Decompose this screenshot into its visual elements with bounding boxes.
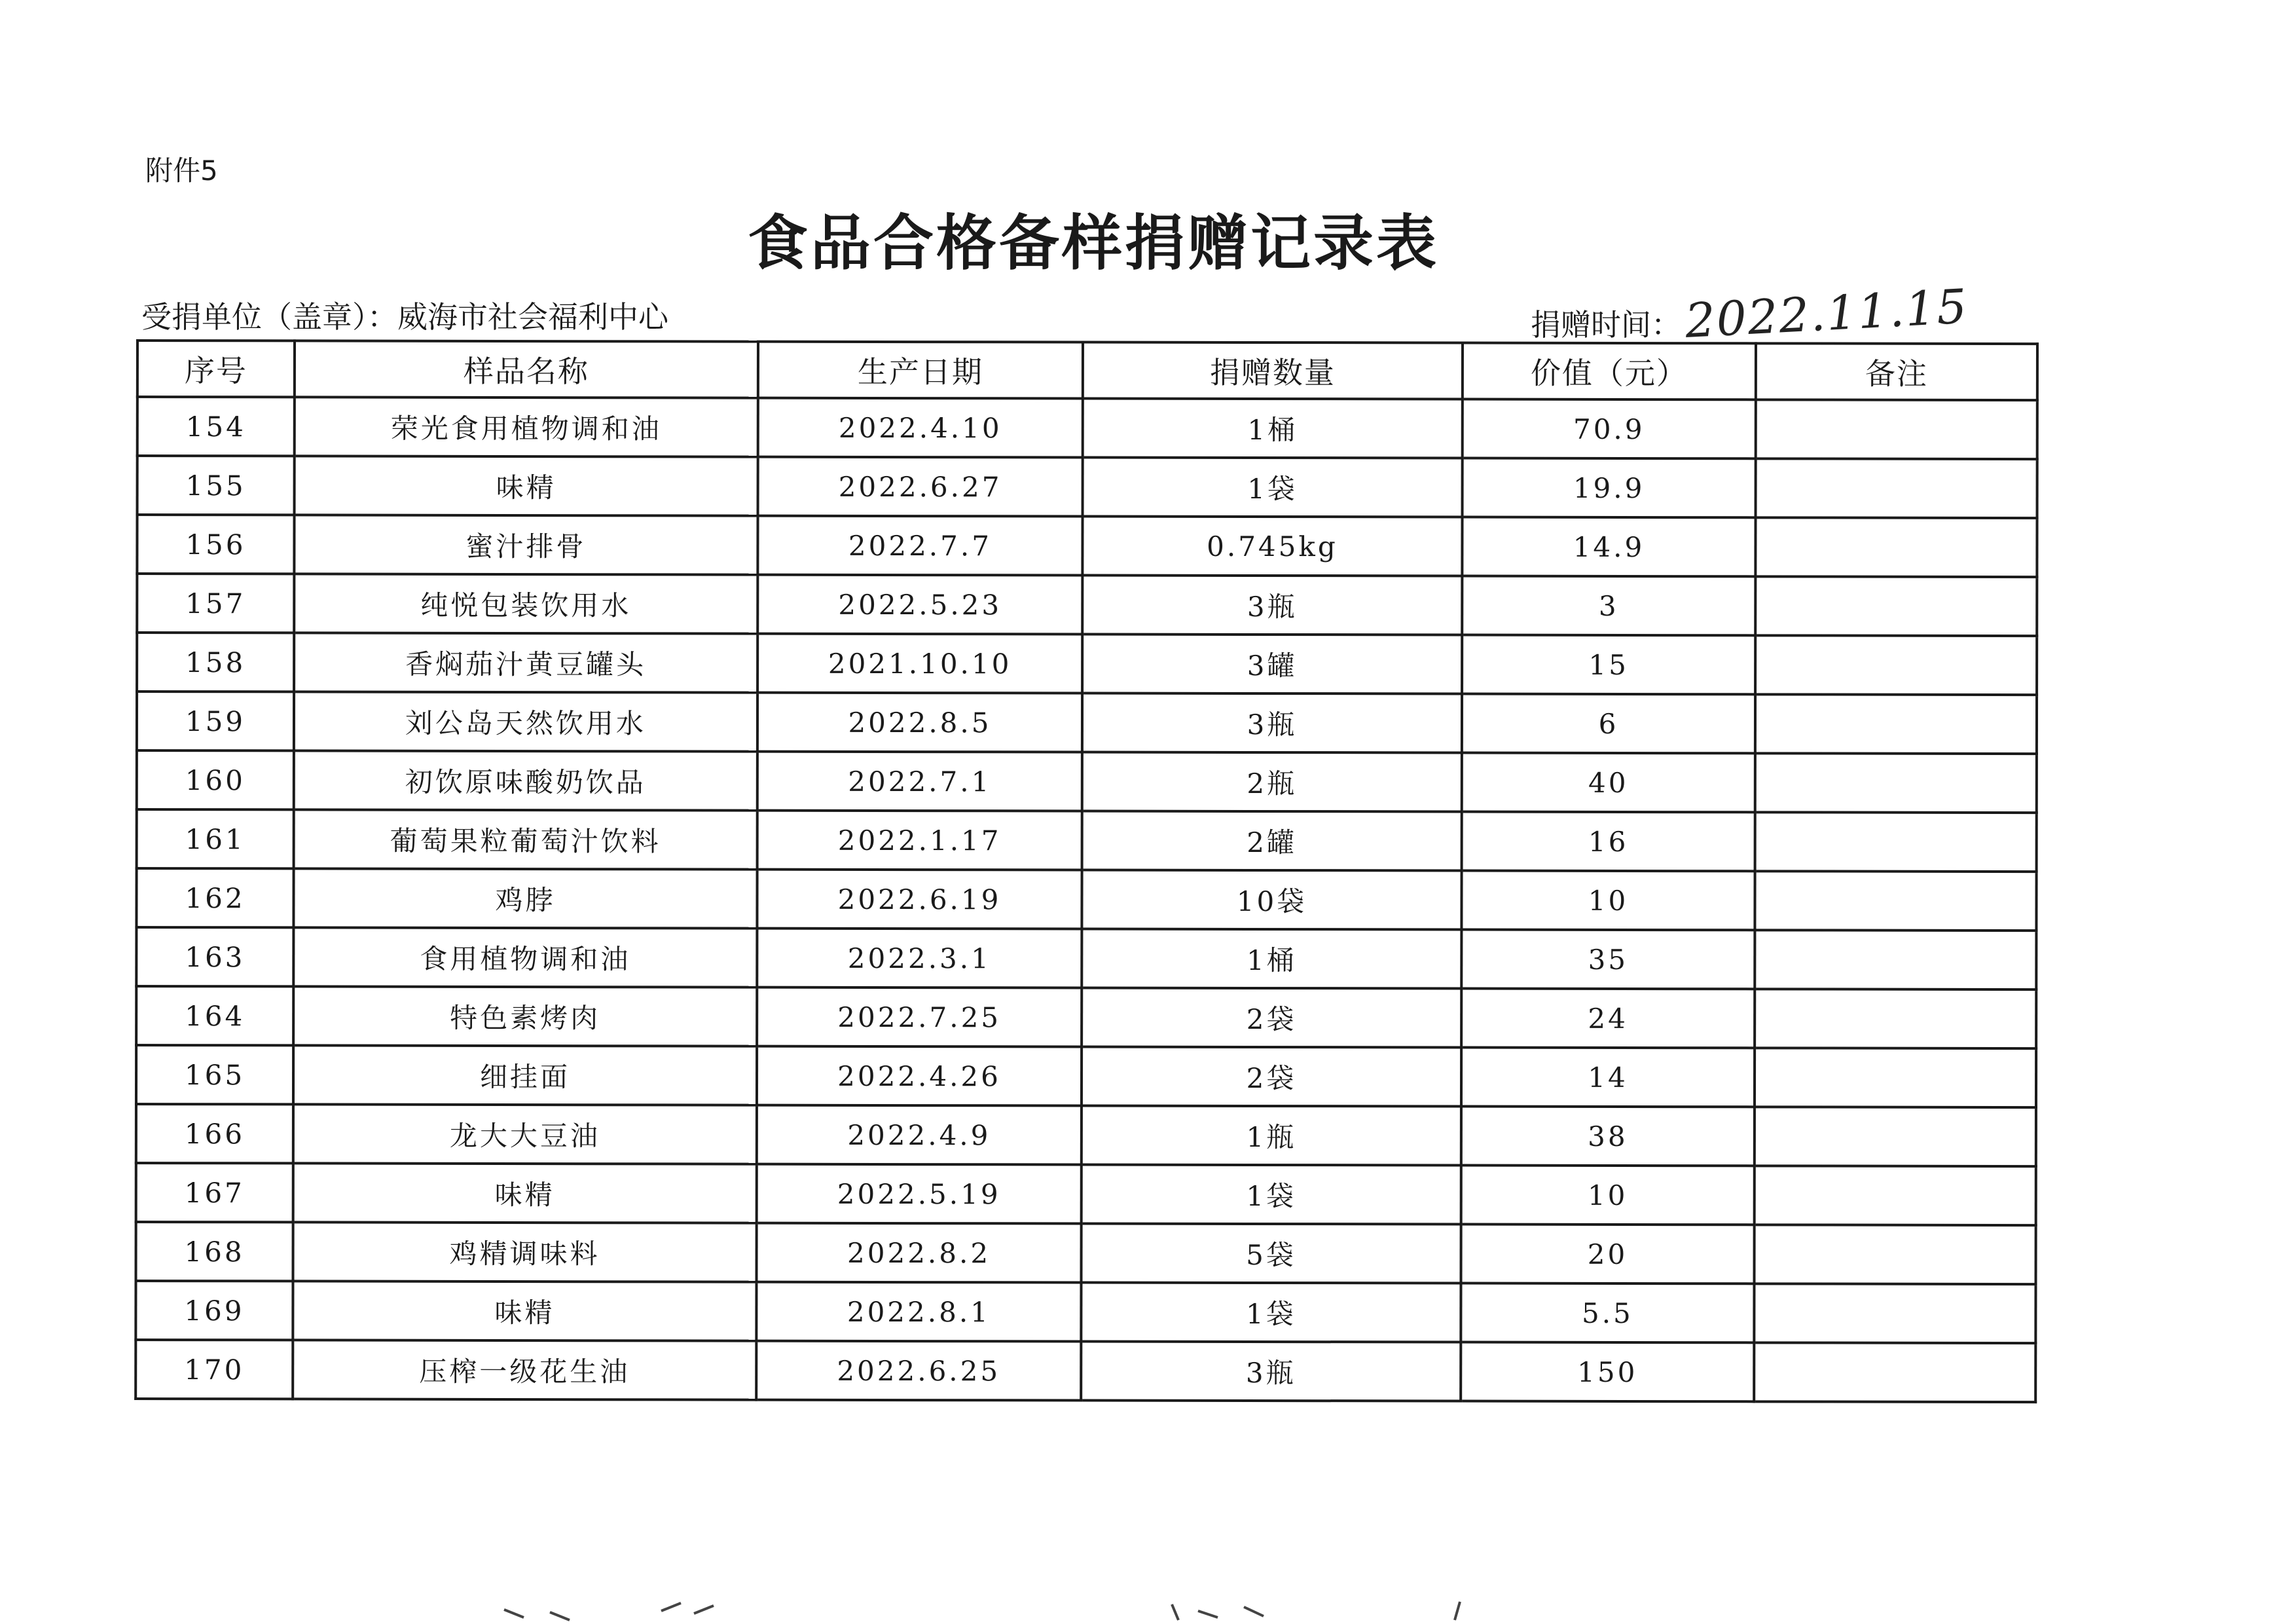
cell-quantity: 2瓶 (1082, 752, 1462, 812)
cell-value: 10 (1461, 1166, 1755, 1225)
cell-no: 169 (136, 1281, 293, 1340)
cell-name: 鸡精调味料 (293, 1222, 756, 1282)
cell-value: 38 (1461, 1107, 1755, 1166)
cell-production-date: 2022.4.26 (757, 1046, 1082, 1106)
table-row (137, 809, 2037, 872)
cell-production-date: 2022.8.1 (756, 1282, 1081, 1342)
table-row (136, 1340, 2035, 1402)
scan-artifacts (0, 1598, 2296, 1624)
cell-quantity: 2罐 (1082, 811, 1462, 871)
cell-quantity: 1瓶 (1082, 1106, 1461, 1166)
document-title: 食品合格备样捐赠记录表 (747, 208, 1439, 278)
cell-no: 155 (137, 456, 295, 515)
header-name: 样品名称 (295, 341, 758, 397)
cell-name: 味精 (293, 1281, 756, 1340)
cell-remarks (1755, 753, 2037, 813)
cell-production-date: 2022.7.1 (757, 752, 1082, 811)
table-row (136, 1045, 2036, 1107)
cell-name: 纯悦包装饮用水 (294, 574, 757, 633)
table-row (136, 868, 2036, 931)
cell-value: 15 (1462, 635, 1755, 695)
cell-no: 154 (137, 397, 295, 456)
cell-quantity: 1袋 (1082, 1165, 1461, 1225)
cell-quantity: 3瓶 (1081, 1342, 1461, 1401)
cell-remarks (1756, 399, 2037, 459)
cell-production-date: 2022.5.23 (757, 575, 1082, 635)
cell-name: 味精 (295, 456, 758, 515)
table-row (136, 1222, 2035, 1284)
cell-remarks (1756, 458, 2037, 518)
cell-name: 鸡脖 (293, 868, 757, 928)
cell-remarks (1755, 871, 2036, 931)
cell-production-date: 2021.10.10 (757, 634, 1082, 693)
cell-production-date: 2022.4.10 (758, 398, 1083, 458)
cell-name: 蜜汁排骨 (294, 515, 757, 574)
cell-production-date: 2022.5.19 (757, 1164, 1082, 1224)
cell-name: 葡萄果粒葡萄汁饮料 (294, 809, 757, 869)
cell-value: 16 (1462, 812, 1755, 872)
cell-production-date: 2022.7.25 (757, 987, 1082, 1047)
table-row (136, 1163, 2036, 1225)
table-row (136, 986, 2036, 1048)
cell-value: 6 (1462, 694, 1755, 754)
cell-no: 170 (136, 1340, 293, 1399)
table-row (136, 927, 2036, 989)
table-row (137, 574, 2037, 636)
cell-no: 168 (136, 1222, 293, 1281)
cell-production-date: 2022.6.25 (756, 1341, 1081, 1401)
cell-value: 5.5 (1461, 1283, 1754, 1343)
table-header-row (137, 341, 2037, 400)
cell-quantity: 1桶 (1082, 929, 1461, 989)
cell-remarks (1754, 1225, 2035, 1284)
table-body (136, 397, 2037, 1402)
cell-value: 40 (1462, 753, 1755, 813)
cell-quantity: 1袋 (1083, 458, 1463, 517)
cell-no: 167 (136, 1163, 293, 1222)
cell-name: 香焖茄汁黄豆罐头 (294, 633, 757, 692)
recipient-unit: 受捐单位（盖章）：威海市社会福利中心 (141, 299, 668, 335)
cell-quantity: 10袋 (1082, 870, 1461, 930)
cell-quantity: 5袋 (1081, 1224, 1461, 1283)
cell-production-date: 2022.8.2 (756, 1223, 1081, 1283)
cell-name: 特色素烤肉 (293, 986, 757, 1046)
table-row (137, 515, 2037, 577)
table-row (136, 1281, 2035, 1343)
cell-production-date: 2022.4.9 (757, 1105, 1082, 1165)
header-production-date: 生产日期 (758, 342, 1083, 399)
cell-remarks (1754, 1283, 2035, 1343)
cell-no: 164 (136, 986, 293, 1045)
cell-remarks (1755, 1107, 2036, 1166)
cell-value: 70.9 (1463, 399, 1756, 459)
cell-quantity: 3瓶 (1082, 576, 1462, 635)
cell-production-date: 2022.6.27 (758, 457, 1083, 517)
cell-no: 156 (137, 515, 294, 574)
cell-quantity: 2袋 (1082, 1047, 1461, 1107)
cell-name: 龙大大豆油 (293, 1104, 757, 1164)
header-quantity: 捐赠数量 (1083, 342, 1463, 399)
donation-time-value: 2022.11.15 (1683, 278, 1969, 348)
header-no: 序号 (137, 341, 295, 397)
cell-no: 159 (137, 692, 294, 750)
table-row (137, 692, 2037, 754)
cell-quantity: 0.745kg (1082, 517, 1462, 576)
cell-value: 3 (1462, 576, 1755, 636)
cell-name: 细挂面 (293, 1045, 757, 1105)
table-row (136, 1104, 2036, 1166)
cell-value: 24 (1461, 989, 1755, 1048)
cell-production-date: 2022.6.19 (757, 870, 1082, 929)
attachment-label: 附件5 (145, 155, 218, 187)
cell-name: 荣光食用植物调和油 (295, 397, 758, 456)
table-row (137, 456, 2037, 518)
cell-no: 165 (136, 1045, 293, 1104)
cell-value: 20 (1461, 1225, 1754, 1284)
cell-no: 162 (136, 868, 293, 927)
cell-quantity: 3瓶 (1082, 693, 1462, 753)
cell-remarks (1755, 989, 2036, 1048)
donation-time-label: 捐赠时间： (1531, 307, 1681, 342)
header-remarks: 备注 (1756, 343, 2037, 400)
donation-time (1531, 278, 1969, 348)
cell-no: 157 (137, 574, 294, 633)
header-value: 价值（元） (1463, 343, 1756, 400)
cell-remarks (1755, 1166, 2036, 1225)
cell-remarks (1755, 635, 2037, 695)
cell-quantity: 3罐 (1082, 635, 1462, 694)
cell-no: 163 (136, 927, 293, 986)
cell-name: 味精 (293, 1163, 757, 1223)
cell-name: 刘公岛天然饮用水 (294, 692, 757, 751)
cell-remarks (1755, 1048, 2036, 1107)
donation-records-table (134, 339, 2039, 1403)
cell-value: 19.9 (1463, 458, 1756, 518)
cell-no: 166 (136, 1104, 293, 1163)
cell-remarks (1755, 812, 2037, 872)
cell-value: 14.9 (1462, 517, 1755, 577)
cell-quantity: 1桶 (1083, 399, 1463, 458)
cell-name: 压榨一级花生油 (293, 1340, 756, 1399)
cell-quantity: 1袋 (1081, 1283, 1461, 1342)
cell-value: 150 (1461, 1342, 1754, 1402)
table-row (137, 633, 2037, 695)
table-row (137, 750, 2037, 813)
cell-remarks (1755, 694, 2037, 754)
cell-production-date: 2022.1.17 (757, 811, 1082, 870)
cell-remarks (1755, 576, 2037, 636)
cell-remarks (1754, 1342, 2035, 1402)
cell-value: 10 (1461, 871, 1755, 931)
cell-remarks (1755, 517, 2037, 577)
cell-production-date: 2022.8.5 (757, 693, 1082, 752)
cell-no: 158 (137, 633, 294, 692)
cell-name: 食用植物调和油 (293, 927, 757, 987)
cell-no: 161 (137, 809, 294, 868)
table-row (137, 397, 2037, 459)
cell-production-date: 2022.3.1 (757, 929, 1082, 988)
cell-name: 初饮原味酸奶饮品 (294, 750, 757, 810)
cell-quantity: 2袋 (1082, 988, 1461, 1048)
cell-production-date: 2022.7.7 (757, 516, 1082, 576)
cell-remarks (1755, 930, 2036, 989)
cell-no: 160 (137, 750, 294, 809)
cell-value: 35 (1461, 930, 1755, 989)
cell-value: 14 (1461, 1048, 1755, 1107)
